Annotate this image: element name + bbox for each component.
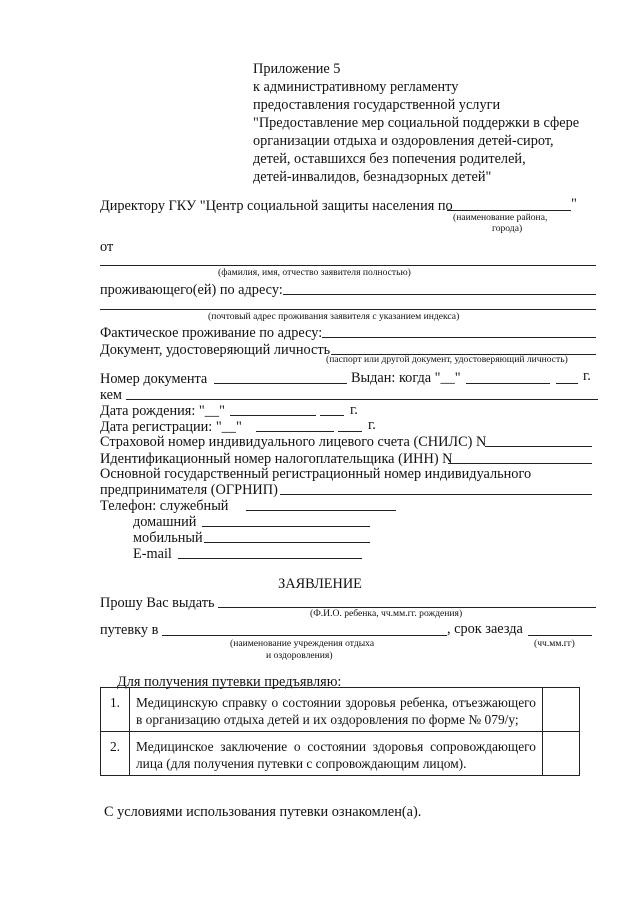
doc-number-label: Номер документа [100,371,208,387]
voucher-label: путевку в [100,622,159,638]
phone-work-underline[interactable] [246,510,396,511]
inn-underline[interactable] [448,463,592,464]
phone-mobile-underline[interactable] [204,542,370,543]
doc-number-underline[interactable] [214,383,347,384]
birth-date-label: Дата рождения: "__" [100,403,225,419]
email-label: E-mail [133,546,172,562]
acknowledgement-text: С условиями использования путевки ознакомлен(а). [104,804,422,820]
document-check-cell[interactable] [543,732,580,776]
address-hint: (почтовый адрес проживания заявителя с указанием индекса) [208,311,460,322]
district-hint-2: города) [492,223,523,234]
phone-home-label: домашний [133,514,197,530]
issued-by-underline[interactable] [126,399,598,400]
arrival-label: , срок заезда [447,621,523,637]
appendix-line-5: организации отдыха и оздоровления детей-сирот, [253,133,554,149]
registration-year-underline[interactable] [338,431,362,432]
residing-underline-2[interactable] [100,309,596,310]
residing-underline[interactable] [283,294,596,295]
document-text: Медицинское заключение о состоянии здоровья сопровождающего лица (для получения путевки с сопровождающим лицом). [130,732,543,776]
issued-by-label: кем [100,387,122,403]
district-underline[interactable] [447,210,571,211]
request-label: Прошу Вас выдать [100,595,215,611]
phone-work-label: Телефон: служебный [100,498,229,514]
appendix-line-2: к административному регламенту [253,79,459,95]
registration-month-underline[interactable] [256,431,334,432]
child-name-hint: (Ф.И.О. ребенка, чч.мм.гг. рождения) [310,608,463,619]
statement-title: ЗАЯВЛЕНИЕ [278,576,362,592]
docs-intro: Для получения путевки предъявляю: [117,674,342,690]
table-row [101,732,580,776]
document-number: 1. [101,688,130,732]
ogrnip-underline[interactable] [280,494,592,495]
registration-date-label: Дата регистрации: "__" [100,419,242,435]
actual-residence-label: Фактическое проживание по адресу: [100,325,323,341]
residing-label: проживающего(ей) по адресу: [100,282,283,298]
applicant-name-underline[interactable] [100,265,596,266]
issued-when-label: Выдан: когда "__" [351,370,461,386]
issued-year-underline[interactable] [556,383,578,384]
snils-underline[interactable] [485,446,592,447]
ogrnip-label-2: предпринимателя (ОГРНИП) [100,482,278,498]
birth-year-underline[interactable] [320,415,344,416]
closing-quote: " [571,196,577,212]
snils-label: Страховой номер индивидуального лицевого счета (СНИЛС) N [100,434,487,450]
document-check-cell[interactable] [543,688,580,732]
appendix-line-1: Приложение 5 [253,61,341,77]
identity-doc-label: Документ, удостоверяющий личность [100,342,331,358]
birth-month-underline[interactable] [230,415,316,416]
arrival-date-hint: (чч.мм.гг) [534,638,575,649]
phone-mobile-label: мобильный [133,530,203,546]
documents-table [100,687,580,776]
email-underline[interactable] [178,558,362,559]
table-row [101,688,580,732]
institution-hint-2: и оздоровления) [266,650,333,661]
document-number: 2. [101,732,130,776]
birth-year-suffix: г. [350,402,358,418]
actual-residence-underline[interactable] [322,337,596,338]
appendix-line-6: детей, оставшихся без попечения родителей, [253,151,526,167]
issued-year-suffix: г. [583,368,591,384]
appendix-line-4: "Предоставление мер социальной поддержки в сфере [253,115,580,131]
arrival-date-underline[interactable] [528,635,592,636]
appendix-line-3: предоставления государственной услуги [253,97,501,113]
issued-month-underline[interactable] [466,383,550,384]
phone-home-underline[interactable] [202,526,370,527]
from-label: от [100,239,114,255]
registration-year-suffix: г. [368,417,376,433]
appendix-line-7: детей-инвалидов, безнадзорных детей" [253,169,492,185]
document-text: Медицинскую справку о состоянии здоровья ребенка, отъезжающего в организацию отдыха детей и их оздоровления по форме № 079/у; [130,688,543,732]
inn-label: Идентификационный номер налогоплательщика (ИНН) N [100,451,453,467]
director-label: Директору ГКУ "Центр социальной защиты населения по [100,198,453,214]
institution-underline[interactable] [162,635,447,636]
ogrnip-label-1: Основной государственный регистрационный номер индивидуального [100,466,532,482]
identity-doc-hint: (паспорт или другой документ, удостоверяющий личность) [326,354,568,365]
district-hint-1: (наименование района, [453,212,548,223]
applicant-name-hint: (фамилия, имя, отчество заявителя полностью) [218,267,411,278]
institution-hint-1: (наименование учреждения отдыха [230,638,375,649]
